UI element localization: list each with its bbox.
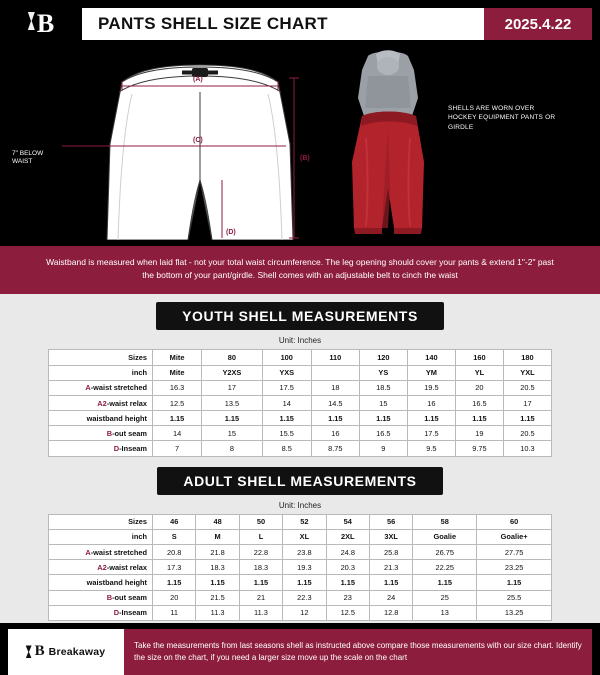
table-cell: 110 bbox=[311, 350, 359, 365]
table-cell: 160 bbox=[455, 350, 503, 365]
table-cell: 21.3 bbox=[369, 560, 412, 575]
row-label: A2-waist relax bbox=[49, 395, 153, 410]
table-row bbox=[49, 395, 552, 410]
table-cell: 140 bbox=[407, 350, 455, 365]
table-cell: 22.25 bbox=[413, 560, 477, 575]
label-a: (A) bbox=[193, 76, 203, 83]
table-cell: L bbox=[239, 529, 282, 544]
table-cell: 48 bbox=[196, 514, 239, 529]
table-cell: 17.5 bbox=[262, 380, 311, 395]
tables-panel bbox=[0, 294, 600, 623]
row-label-prefix: A2 bbox=[97, 398, 107, 408]
table-cell: 9.5 bbox=[407, 441, 455, 456]
row-label: A2-waist relax bbox=[49, 560, 153, 575]
table-cell: 12.5 bbox=[153, 395, 202, 410]
adult-heading: ADULT SHELL MEASUREMENTS bbox=[157, 467, 442, 495]
revision-date: 2025.4.22 bbox=[484, 8, 592, 40]
table-cell: 3XL bbox=[369, 529, 412, 544]
table-cell: 1.15 bbox=[283, 575, 326, 590]
label-d: (D) bbox=[226, 229, 236, 236]
table-cell: 25.8 bbox=[369, 545, 412, 560]
table-cell: YL bbox=[455, 365, 503, 380]
table-cell: 60 bbox=[477, 514, 552, 529]
table-cell: 18.3 bbox=[239, 560, 282, 575]
table-cell: 1.15 bbox=[202, 411, 263, 426]
label-c: (C) bbox=[193, 137, 203, 144]
table-cell: 11.3 bbox=[239, 605, 282, 620]
row-label: waistband height bbox=[49, 575, 153, 590]
table-cell: 24 bbox=[369, 590, 412, 605]
table-cell: 14 bbox=[153, 426, 202, 441]
table-cell: 15.5 bbox=[262, 426, 311, 441]
table-cell: 8 bbox=[202, 441, 263, 456]
logo-letter: B bbox=[36, 9, 54, 38]
table-cell: 21 bbox=[239, 590, 282, 605]
table-cell: 50 bbox=[239, 514, 282, 529]
table-cell: 14 bbox=[262, 395, 311, 410]
table-cell: 9.75 bbox=[455, 441, 503, 456]
table-cell: 11.3 bbox=[196, 605, 239, 620]
adult-unit: Unit: Inches bbox=[278, 500, 322, 510]
table-cell: YXL bbox=[503, 365, 551, 380]
table-cell: 1.15 bbox=[407, 411, 455, 426]
footer-brand-name: Breakaway bbox=[48, 645, 106, 658]
youth-section-header bbox=[0, 302, 600, 330]
table-cell: 1.15 bbox=[326, 575, 369, 590]
row-label: A-waist stretched bbox=[49, 380, 153, 395]
row-label-prefix: B bbox=[106, 593, 113, 603]
page-title: PANTS SHELL SIZE CHART bbox=[82, 8, 484, 40]
table-cell: 46 bbox=[153, 514, 196, 529]
footer-logo-letter: B bbox=[27, 643, 45, 660]
table-cell: Y2XS bbox=[202, 365, 263, 380]
table-row bbox=[49, 426, 552, 441]
table-cell: S bbox=[153, 529, 196, 544]
table-cell: 13 bbox=[413, 605, 477, 620]
table-row bbox=[49, 365, 552, 380]
table-cell: 19.3 bbox=[283, 560, 326, 575]
table-cell: 1.15 bbox=[239, 575, 282, 590]
table-cell: 54 bbox=[326, 514, 369, 529]
row-label: Sizes bbox=[49, 514, 153, 529]
table-cell: 21.8 bbox=[196, 545, 239, 560]
table-cell: 8.75 bbox=[311, 441, 359, 456]
page-header bbox=[0, 0, 600, 40]
table-cell: 100 bbox=[262, 350, 311, 365]
table-row bbox=[49, 350, 552, 365]
table-cell: 56 bbox=[369, 514, 412, 529]
table-cell: 18.5 bbox=[359, 380, 407, 395]
table-cell: 18 bbox=[311, 380, 359, 395]
table-cell: 12.5 bbox=[326, 605, 369, 620]
pants-technical-drawing bbox=[62, 48, 338, 240]
table-cell: Goalie+ bbox=[477, 529, 552, 544]
table-cell: 20 bbox=[455, 380, 503, 395]
table-row bbox=[49, 529, 552, 544]
table-row bbox=[49, 411, 552, 426]
table-cell: 12.8 bbox=[369, 605, 412, 620]
adult-size-table bbox=[48, 514, 552, 621]
youth-unit: Unit: Inches bbox=[278, 336, 322, 346]
table-cell: 9 bbox=[359, 441, 407, 456]
table-cell: 1.15 bbox=[455, 411, 503, 426]
table-cell: 13.5 bbox=[202, 395, 263, 410]
brand-logo bbox=[8, 8, 82, 40]
table-cell: 1.15 bbox=[477, 575, 552, 590]
table-cell: M bbox=[196, 529, 239, 544]
table-cell: 1.15 bbox=[359, 411, 407, 426]
table-cell: 26.75 bbox=[413, 545, 477, 560]
table-cell: Mite bbox=[153, 365, 202, 380]
table-cell: 18.3 bbox=[196, 560, 239, 575]
table-cell: 20.8 bbox=[153, 545, 196, 560]
table-row bbox=[49, 441, 552, 456]
row-label: Sizes bbox=[49, 350, 153, 365]
table-cell: 16 bbox=[407, 395, 455, 410]
table-cell: 2XL bbox=[326, 529, 369, 544]
table-cell: 1.15 bbox=[153, 411, 202, 426]
table-cell: 1.15 bbox=[196, 575, 239, 590]
table-cell: 17 bbox=[503, 395, 551, 410]
table-row bbox=[49, 380, 552, 395]
page-footer bbox=[8, 629, 592, 675]
table-cell: 1.15 bbox=[413, 575, 477, 590]
row-label-prefix: A2 bbox=[97, 562, 107, 572]
label-b: (B) bbox=[300, 155, 310, 162]
table-cell: 10.3 bbox=[503, 441, 551, 456]
table-row bbox=[49, 560, 552, 575]
row-label-prefix: D bbox=[113, 608, 120, 618]
table-row bbox=[49, 590, 552, 605]
table-cell: 17 bbox=[202, 380, 263, 395]
table-cell: 16.3 bbox=[153, 380, 202, 395]
table-cell: 27.75 bbox=[477, 545, 552, 560]
table-cell: 8.5 bbox=[262, 441, 311, 456]
table-cell: 15 bbox=[202, 426, 263, 441]
table-row bbox=[49, 575, 552, 590]
table-cell: 52 bbox=[283, 514, 326, 529]
diagram-area bbox=[8, 46, 592, 242]
table-cell: 16.5 bbox=[359, 426, 407, 441]
table-cell: 1.15 bbox=[153, 575, 196, 590]
adult-section-header bbox=[0, 467, 600, 495]
row-label: waistband height bbox=[49, 411, 153, 426]
row-label: D-Inseam bbox=[49, 441, 153, 456]
row-label: B-out seam bbox=[49, 590, 153, 605]
table-cell: 22.3 bbox=[283, 590, 326, 605]
table-cell: 7 bbox=[153, 441, 202, 456]
table-cell: 23 bbox=[326, 590, 369, 605]
row-label-prefix: A bbox=[85, 547, 91, 557]
table-cell: 1.15 bbox=[311, 411, 359, 426]
youth-heading: YOUTH SHELL MEASUREMENTS bbox=[156, 302, 444, 330]
row-label-prefix: A bbox=[85, 383, 91, 393]
row-label: D-Inseam bbox=[49, 605, 153, 620]
table-cell: 25 bbox=[413, 590, 477, 605]
row-label: A-waist stretched bbox=[49, 545, 153, 560]
row-label: B-out seam bbox=[49, 426, 153, 441]
table-cell: XL bbox=[283, 529, 326, 544]
row-label: inch bbox=[49, 365, 153, 380]
table-cell: 13.25 bbox=[477, 605, 552, 620]
footer-brand bbox=[8, 629, 124, 675]
table-cell bbox=[311, 365, 359, 380]
table-cell: YXS bbox=[262, 365, 311, 380]
below-waist-line2: WAIST bbox=[12, 158, 33, 166]
row-label-prefix: D bbox=[113, 444, 120, 454]
table-cell: 58 bbox=[413, 514, 477, 529]
table-cell: 1.15 bbox=[503, 411, 551, 426]
table-cell: 19.5 bbox=[407, 380, 455, 395]
table-cell: 80 bbox=[202, 350, 263, 365]
table-cell: 17.5 bbox=[407, 426, 455, 441]
table-cell: 16.5 bbox=[455, 395, 503, 410]
table-cell: YS bbox=[359, 365, 407, 380]
table-cell: 1.15 bbox=[262, 411, 311, 426]
table-cell: Goalie bbox=[413, 529, 477, 544]
table-cell: 20.5 bbox=[503, 380, 551, 395]
table-cell: YM bbox=[407, 365, 455, 380]
table-cell: 19 bbox=[455, 426, 503, 441]
table-cell: 20 bbox=[153, 590, 196, 605]
table-cell: 25.5 bbox=[477, 590, 552, 605]
table-cell: 21.5 bbox=[196, 590, 239, 605]
table-cell: 16 bbox=[311, 426, 359, 441]
table-cell: 14.5 bbox=[311, 395, 359, 410]
table-row bbox=[49, 545, 552, 560]
row-label-prefix: B bbox=[106, 428, 113, 438]
product-photo bbox=[338, 50, 438, 238]
table-cell: 17.3 bbox=[153, 560, 196, 575]
table-cell: 24.8 bbox=[326, 545, 369, 560]
table-row bbox=[49, 605, 552, 620]
table-cell: 20.5 bbox=[503, 426, 551, 441]
table-cell: Mite bbox=[153, 350, 202, 365]
photo-note: SHELLS ARE WORN OVER HOCKEY EQUIPMENT PANTS OR GIRDLE bbox=[448, 105, 556, 131]
table-cell: 11 bbox=[153, 605, 196, 620]
table-row bbox=[49, 514, 552, 529]
below-waist-line1: 7" BELOW bbox=[12, 150, 44, 157]
table-cell: 20.3 bbox=[326, 560, 369, 575]
table-cell: 23.25 bbox=[477, 560, 552, 575]
measurement-callout: Waistband is measured when laid flat - not your total waist circumference. The leg opening should cover your pants & extend 1"-2" past the bottom of your pant/girdle. Shell comes with an adjustable belt to cinch the waist bbox=[0, 246, 600, 294]
below-waist-label bbox=[12, 150, 64, 166]
table-cell: 22.8 bbox=[239, 545, 282, 560]
table-cell: 23.8 bbox=[283, 545, 326, 560]
youth-size-table bbox=[48, 349, 552, 456]
table-cell: 12 bbox=[283, 605, 326, 620]
footer-instructions: Take the measurements from last seasons shell as instructed above compare those measurements with our size chart. Identify the size on the chart, if you need a larger size move up the scale on the chart bbox=[124, 629, 592, 675]
table-cell: 180 bbox=[503, 350, 551, 365]
table-cell: 120 bbox=[359, 350, 407, 365]
table-cell: 15 bbox=[359, 395, 407, 410]
row-label: inch bbox=[49, 529, 153, 544]
table-cell: 1.15 bbox=[369, 575, 412, 590]
